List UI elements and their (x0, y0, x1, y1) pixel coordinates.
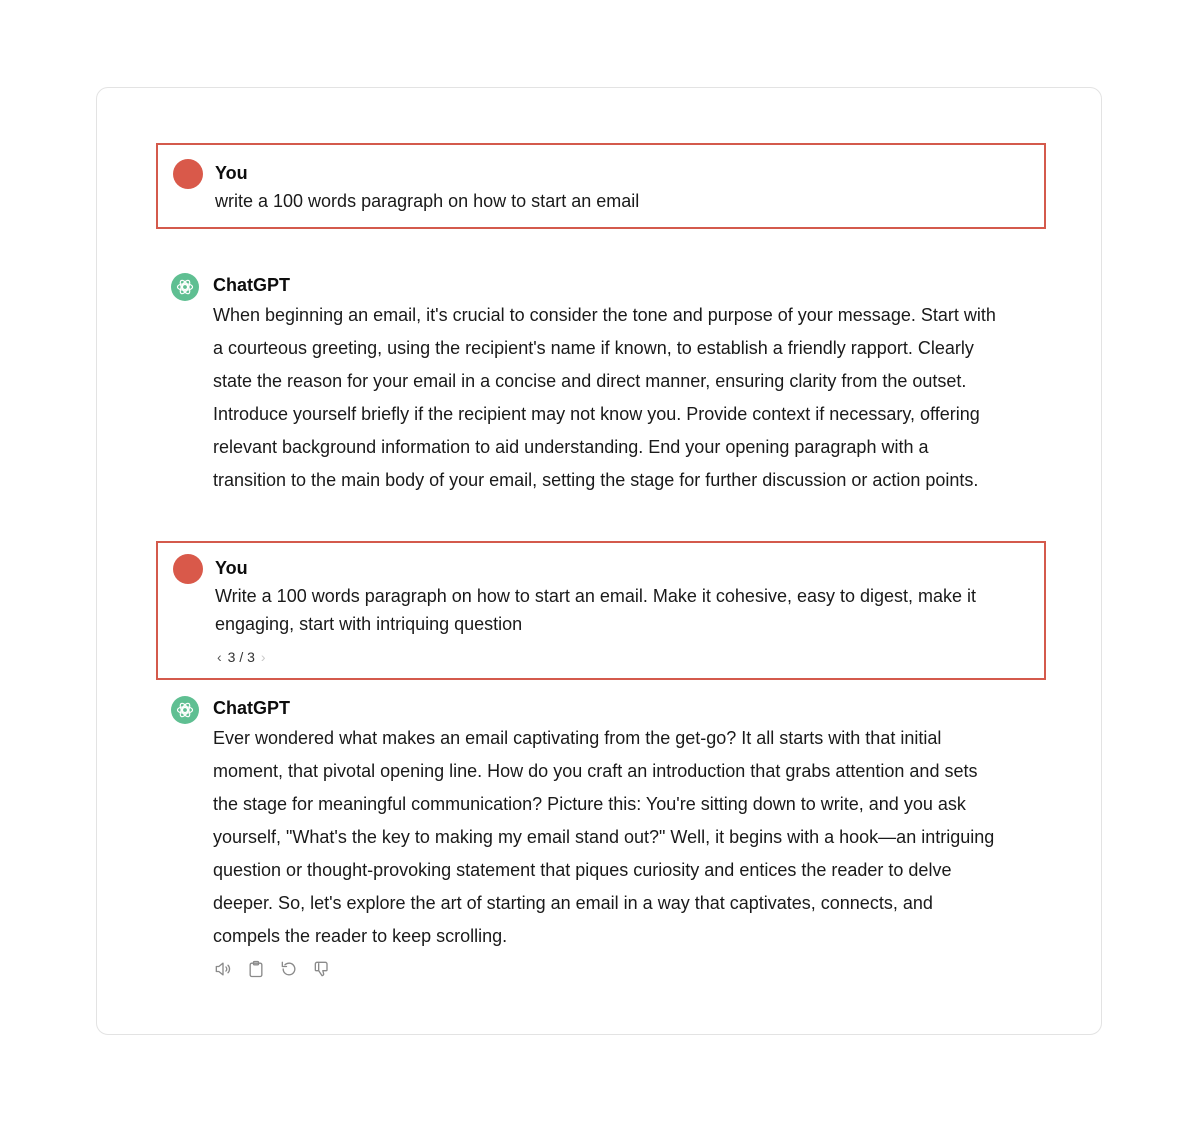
user-message (156, 143, 1046, 229)
message-line: Ever wondered what makes an email captivating from the get-go? It all starts with that initial (213, 728, 942, 748)
user-avatar (173, 159, 203, 189)
chatgpt-avatar (171, 696, 199, 724)
message-line: deeper. So, let's explore the art of starting an email in a way that captivates, connects, and (213, 893, 933, 913)
message-author: ChatGPT (213, 275, 291, 295)
assistant-message (156, 691, 1046, 991)
user-message (156, 541, 1046, 680)
clipboard-icon[interactable] (246, 959, 266, 979)
openai-logo-icon (175, 277, 195, 297)
regenerate-icon[interactable] (279, 959, 299, 979)
message-line: When beginning an email, it's crucial to consider the tone and purpose of your message. Start with (213, 305, 996, 325)
user-avatar (173, 554, 203, 584)
message-line: yourself, "What's the key to making my email stand out?" Well, it begins with a hook—an intriguing (213, 827, 995, 847)
message-line: a courteous greeting, using the recipient's name if known, to establish a friendly rapport. Clearly (213, 338, 974, 358)
message-line: compels the reader to keep scrolling. (213, 926, 508, 946)
conversation-card (96, 87, 1102, 1035)
speaker-icon[interactable] (213, 959, 233, 979)
message-line: moment, that pivotal opening line. How do you craft an introduction that grabs attention and sets (213, 761, 978, 781)
message-line: transition to the main body of your email, setting the stage for further discussion or action points. (213, 470, 979, 490)
chatgpt-avatar (171, 273, 199, 301)
response-pager (217, 649, 266, 665)
message-line: the stage for meaningful communication? Picture this: You're sitting down to write, and you ask (213, 794, 966, 814)
message-line: Introduce yourself briefly if the recipient may not know you. Provide context if necessary, offering (213, 404, 980, 424)
assistant-message (156, 268, 1046, 498)
message-author: You (215, 163, 248, 183)
message-text (213, 299, 1033, 497)
message-author: ChatGPT (213, 698, 291, 718)
message-text (215, 582, 976, 638)
chevron-right-icon[interactable]: › (260, 649, 266, 665)
message-text: write a 100 words paragraph on how to start an email (215, 191, 640, 211)
message-line: state the reason for your email in a concise and direct manner, ensuring clarity from the outset. (213, 371, 967, 391)
pager-count: 3 / 3 (227, 649, 255, 665)
message-actions (213, 959, 332, 979)
chevron-left-icon[interactable]: ‹ (217, 649, 222, 665)
message-line: Write a 100 words paragraph on how to start an email. Make it cohesive, easy to digest, make it (215, 586, 977, 606)
openai-logo-icon (175, 700, 195, 720)
message-text (213, 722, 1033, 953)
message-line: question or thought-provoking statement that piques curiosity and entices the reader to delve (213, 860, 952, 880)
message-line: engaging, start with intriquing question (215, 614, 523, 634)
message-author: You (215, 558, 248, 578)
thumbs-down-icon[interactable] (312, 959, 332, 979)
message-line: relevant background information to aid understanding. End your opening paragraph with a (213, 437, 929, 457)
